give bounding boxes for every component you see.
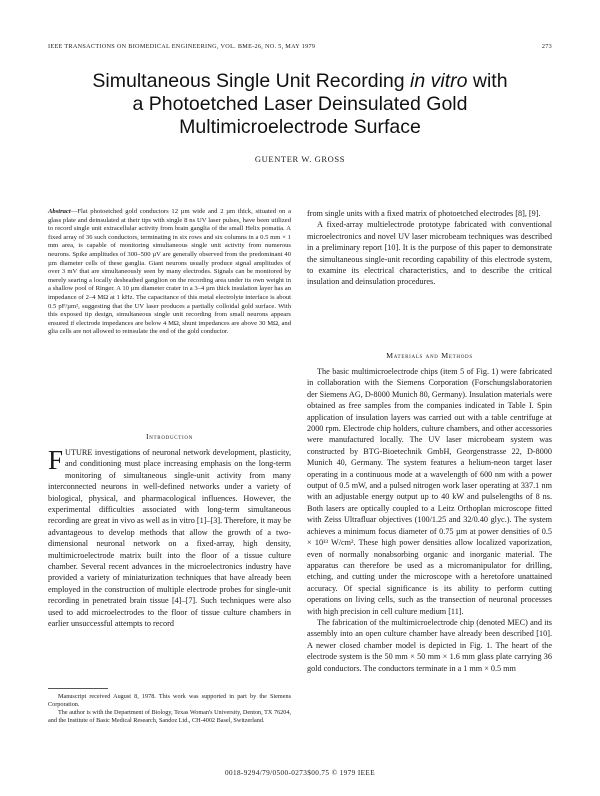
introduction-body bbox=[48, 447, 291, 630]
paper-title bbox=[40, 70, 560, 139]
introduction-heading: Introduction bbox=[145, 432, 194, 441]
author-name: GUENTER W. GROSS bbox=[254, 154, 346, 164]
methods-heading: Materials and Methods bbox=[386, 351, 473, 360]
drop-cap: F bbox=[48, 445, 64, 475]
footnote bbox=[48, 693, 291, 725]
abstract: Abstract—Flat photoetched gold conductors 12 µm wide and 2 µm thick, situated on a glass plate and deinsulated at their tips with single 8 ns UV laser pulses, have been utilized to record single unit extracellular activity from brain ganglia of the small Helix pomatia. A fixed array of 36 such conductors, terminating in six rows and six columns in a 0.5 mm × 1 mm area, is capable of monitoring simultaneous single unit activity from numerous neurons. Spike amplitudes of 300–500 µV are generally observed from the predominant 40 µm diameter cells of these ganglia. Giant neurons usually produce signal amplitudes of over 3 mV that are simultaneously seen by many electrodes. Signals can be monitored by merely searing a locally desheathed ganglion on the recording area under its own weight in a shallow pool of Ringer. A 10 µm diameter crater in a 3–4 µm thick insulation layer has an impedance of 2–4 MΩ at 1 kHz. The capacitance of this metal electrolyte interface is about 0.5 pF/µm², suggesting that the UV laser produces a partially colloidal gold surface. With this exposed tip design, simultaneous single unit recording from small neurons appears ensured if electrode impedances are below 4 MΩ, shunt impedances are above 30 MΩ, and glia cells are not allowed to reinsulate the end of the gold conductor. bbox=[48, 208, 291, 336]
copyright-line: 0018-9294/79/0500-0273$00.75 © 1979 IEEE bbox=[224, 769, 376, 777]
abstract-label: Abstract bbox=[48, 208, 71, 215]
title-line-1: Simultaneous Single Unit Recording in vitro with bbox=[92, 70, 508, 92]
journal-name: IEEE TRANSACTIONS ON BIOMEDICAL ENGINEERING, VOL. BME-26, NO. 5, MAY 1979 bbox=[48, 43, 316, 50]
page-number: 273 bbox=[541, 43, 552, 50]
purpose-paragraph: A fixed-array multielectrode prototype fabricated with conventional microelectronics and novel UV laser microbeam techniques was described in a preliminary report [10]. It is the purpose of this paper to demonstrate the simultaneous single-unit recording capability of this electrode system, to examine its electrical characteristics, and to describe the critical insulation and deinsulation procedures. bbox=[307, 220, 552, 287]
title-italic: in vitro bbox=[410, 70, 468, 92]
abstract-text: Flat photoetched gold conductors 12 µm wide and 2 µm thick, situated on a glass plate and deinsulated at their tips with single 8 ns UV laser pulses, have been utilized to record single unit extracellular activity from brain ganglia of the small Helix pomatia. A fixed array of 36 such conductors, terminating in six rows and six columns in a 0.5 mm × 1 mm area, is capable of monitoring simultaneous single unit activity from numerous neurons. Spike amplitudes of 300–500 µV are generally observed from the predominant 40 µm diameter cells of these ganglia. Giant neurons usually produce signal amplitudes of over 3 mV that are simultaneously seen by many electrodes. Signals can be monitored by merely searing a locally desheathed ganglion on the recording area under its own weight in a shallow pool of Ringer. A 10 µm diameter crater in a 3–4 µm thick insulation layer has an impedance of 2–4 MΩ at 1 kHz. The capacitance of this metal electrolyte interface is about 0.5 pF/µm², suggesting that the UV laser produces a partially colloidal gold surface. With this exposed tip design, simultaneous single unit recording from small neurons appears ensured if electrode impedances are below 4 MΩ, shunt impedances are above 30 MΩ, and glia cells are not allowed to reinsulate the end of the gold conductor. bbox=[48, 208, 291, 336]
running-header bbox=[48, 43, 552, 50]
methods-paragraph-1: The basic multimicroelectrode chips (item 5 of Fig. 1) were fabricated in collaboration with the Siemens Corporation (Forschungslaboratorien der Siemens AG, D-8000 Munich 80, Germany). Insulation materials were obtained as free samples from the companies indicated in Table I. Spin application of insulation layers was carried out with a table centrifuge at 2000 rpm. Electrode chip holders, culture chambers, and other accessories were manufactured locally. The UV laser microbeam system was constructed by BTG-Bioetechnik GmbH, Georgenstrasse 22, D-8000 Munich 40, Germany. The system features a helium-neon target laser operating in a continuous mode at a wavelength of 600 nm with a power output of 0.5 mW, and a pulsed nitrogen work laser operating at 337.1 nm with an adjustable energy output up to 40 kW and pulselengths of 8 ns. Both lasers are optically coupled to a Leitz Orthoplan microscope fitted with Zeiss Ultrafluar objectives (100/1.25 and 32/0.40 glyc.). The system achieves a minimum focus diameter of 0.75 µm at power densities of 0.5 × 10¹³ W/cm². These high power densities allow localized vaporization, even of normally nonabsorbing organic and inorganic material. The apparatus can therefore be used as a micromanipulator for drilling, etching, and cutting under the microscope with a heretofore unattained accuracy. Of special significance is its ability to perform cutting operations on living cells, such as the transection of neuronal processes with high precision in cell culture medium [11]. bbox=[307, 367, 552, 616]
introduction-text: UTURE investigations of neuronal network development, plasticity, and conditioning must place increasing emphasis on the long-term monitoring of simultaneous single-unit activity from many interconnected neurons in well-defined networks under a variety of biological, physical, and pharmacological influences. However, the experimental difficulties associated with long-term simultaneous recording are great in vivo as well as in vitro [1]–[3]. Therefore, it may be advantageous to develop methods that allow the growth of a two-dimensional neuronal network on a fixed-array, high density, multimicroelectrode matrix built into the floor of a tissue culture chamber. Several recent advances in the microelectronics industry have provided a variety of miniaturization techniques that have already been employed in the construction of multiple electrode probes for single-unit recording in penetrated brain tissue [4]–[7]. Such techniques were also used to add microelectrodes to the floor of tissue culture chambers in earlier unsuccessful attempts to record bbox=[48, 448, 291, 629]
methods-paragraph-2: The fabrication of the multimicroelectrode chip (denoted MEC) and its assembly into an open culture chamber have already been described [10]. A newer closed chamber model is depicted in Fig. 1. The heart of the electrode system is the 50 mm × 50 mm × 1.6 mm glass plate carrying 36 gold conductors. The conductors terminate in a 1 mm × 0.5 mm bbox=[307, 617, 552, 673]
footnote-received: Manuscript received August 8, 1978. This work was supported in part by the Siemens Corporation. bbox=[48, 693, 291, 709]
right-column-top bbox=[307, 208, 552, 288]
footnote-affiliation: The author is with the Department of Biology, Texas Woman's University, Denton, TX 76204, and the Institute of Basic Medical Research, Sandoz Ltd., CH-4002 Basel, Switzerland. bbox=[48, 709, 291, 725]
methods-body bbox=[307, 366, 552, 674]
title-line-2: a Photoetched Laser Deinsulated Gold bbox=[132, 93, 468, 115]
title-line-3: Multimicroelectrode Surface bbox=[179, 116, 421, 138]
footnote-rule bbox=[48, 688, 108, 689]
continuation-paragraph: from single units with a fixed matrix of photoetched electrodes [8], [9]. bbox=[307, 209, 541, 218]
